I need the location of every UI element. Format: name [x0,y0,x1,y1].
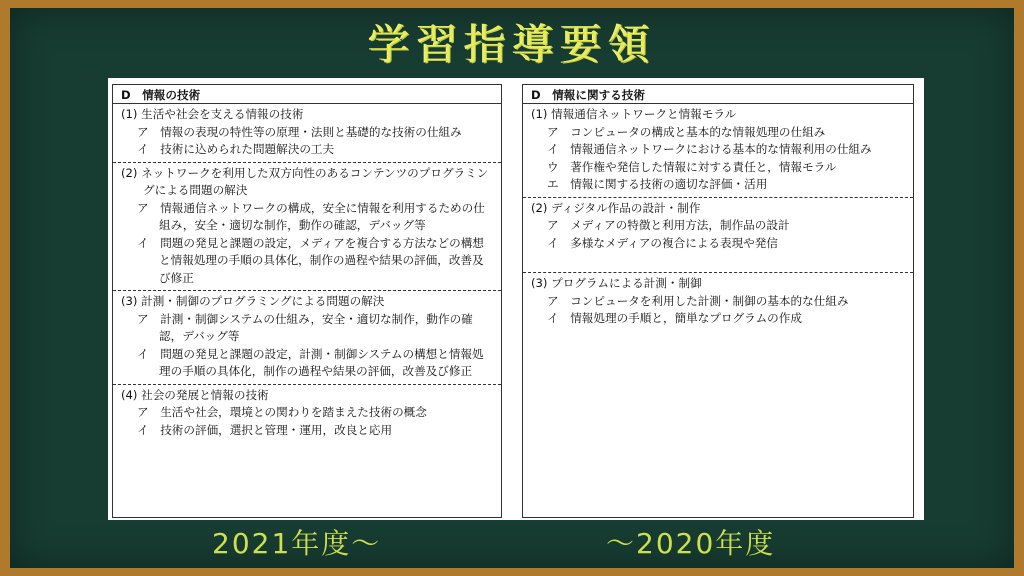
right-section-2 [523,198,913,274]
footer-label-2021: 2021年度～ [212,527,382,560]
list-item: イ 技術に込められた問題解決の工夫 [137,142,335,156]
left-section-3 [113,291,501,385]
list-item: イ 技術の評価，選択と管理・運用，改良と応用 [137,422,393,437]
list-item: イ 多様なメディアの複合による表現や発信 [547,235,778,250]
left-section-1 [113,104,501,163]
section-title: (3) プログラムによる計測・制御 [531,276,702,290]
list-item: ア 生活や社会，環境との関わりを踏まえた技術の概念 [137,405,427,419]
right-panel-2020 [522,84,914,518]
left-panel-header: D 情報の技術 [113,85,501,104]
left-section-2 [113,163,501,292]
left-panel-2021 [112,84,502,518]
list-item: ア 情報の表現の特性等の原理・法則と基礎的な技術の仕組み [137,124,462,139]
list-item: ア 計測・制御システムの仕組み，安全・適切な制作，動作の確認，デバッグ等 [137,311,473,343]
list-item: ウ 著作権や発信した情報に対する責任と，情報モラル [547,159,837,174]
list-item: ア コンピュータの構成と基本的な情報処理の仕組み [547,124,826,139]
section-title: (3) 計測・制御のプログラミングによる問題の解決 [121,294,385,308]
section-title: (1) 情報通信ネットワークと情報モラル [531,107,737,121]
list-item: イ 情報通信ネットワークにおける基本的な情報利用の仕組み [547,142,872,156]
list-item: イ 問題の発見と課題の設定，計測・制御システムの構想と情報処理の手順の具体化，制作の過程や結果の評価，改善及び修正 [137,346,484,378]
footer-label-2020: ～2020年度 [606,527,776,560]
right-section-1 [523,104,913,198]
section-spacer [529,252,907,269]
list-item: ア 情報通信ネットワークの構成，安全に情報を利用するための仕組み，安全・適切な制作，動作の確認，デバッグ等 [137,200,485,232]
list-item: ア メディアの特徴と利用方法，制作品の設計 [547,218,790,232]
section-title: (4) 社会の発展と情報の技術 [121,387,269,402]
section-title: (2) ネットワークを利用した双方向性のあるコンテンツのプログラミングによる問題の解決 [121,165,489,197]
right-section-3 [523,273,913,331]
list-item: エ 情報に関する技術の適切な評価・活用 [547,177,768,191]
left-section-4 [113,385,501,443]
section-title: (1) 生活や社会を支える情報の技術 [121,107,304,121]
list-item: イ 問題の発見と課題の設定，メディアを複合する方法などの構想と情報処理の手順の具体化，制作の過程や結果の評価，改善及び修正 [137,235,484,285]
list-item: イ 情報処理の手順と，簡単なプログラムの作成 [547,311,802,325]
page-title: 学習指導要領 [367,20,656,69]
list-item: ア コンピュータを利用した計測・制御の基本的な仕組み [547,293,849,308]
section-title: (2) ディジタル作品の設計・制作 [531,200,701,215]
right-panel-header: D 情報に関する技術 [523,85,913,104]
